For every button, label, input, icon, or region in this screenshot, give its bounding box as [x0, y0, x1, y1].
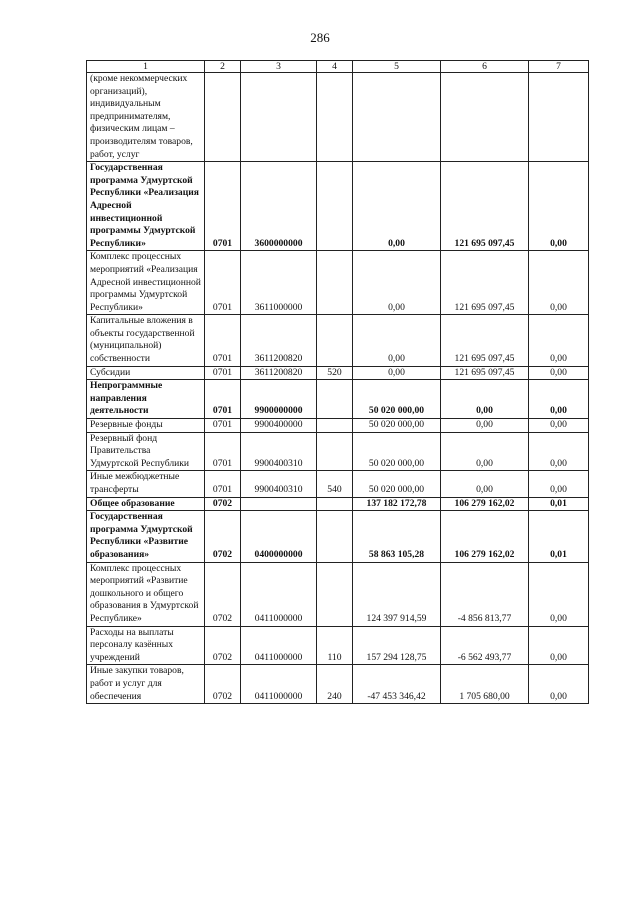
expense-type-cell — [317, 73, 353, 162]
table-row — [87, 315, 589, 366]
amount-col5-cell — [353, 73, 441, 162]
section-code-cell: 0701 — [205, 471, 241, 497]
amount-col7-cell: 0,01 — [529, 511, 589, 562]
row-name-text: Субсидии — [90, 366, 131, 378]
table-row — [87, 665, 589, 704]
amount-col5-cell: 58 863 105,28 — [353, 511, 441, 562]
row-name-text: Государственная программа Удмуртской Республики «Развитие образования» — [90, 511, 193, 560]
amount-col6-cell: 106 279 162,02 — [441, 511, 529, 562]
amount-col6-cell: 0,00 — [441, 471, 529, 497]
amount-col5-cell: 0,00 — [353, 162, 441, 251]
amount-col5-cell: 137 182 172,78 — [353, 497, 441, 511]
row-name-text: Иные межбюджетные трансферты — [90, 471, 180, 495]
section-code-cell — [205, 73, 241, 162]
row-name-cell — [87, 626, 205, 665]
section-code-cell: 0702 — [205, 626, 241, 665]
target-code-cell: 0400000000 — [241, 511, 317, 562]
expense-type-cell: 240 — [317, 665, 353, 704]
table-header-row — [87, 61, 589, 73]
target-code-cell — [241, 497, 317, 511]
expense-type-cell — [317, 432, 353, 471]
row-name-text: Резервный фонд Правительства Удмуртской Республики — [90, 432, 190, 469]
section-code-cell: 0701 — [205, 419, 241, 433]
column-header: 1 — [87, 61, 205, 73]
row-name-text: Расходы на выплаты персоналу казённых учреждений — [90, 626, 174, 663]
page-number: 286 — [310, 30, 330, 45]
row-name-cell — [87, 432, 205, 471]
amount-col7-cell — [529, 73, 589, 162]
column-header: 7 — [529, 61, 589, 73]
row-name-cell — [87, 251, 205, 315]
table-row — [87, 432, 589, 471]
row-name-text: Общее образование — [90, 497, 175, 509]
row-name-text: Резервные фонды — [90, 419, 163, 431]
amount-col6-cell: 121 695 097,45 — [441, 366, 529, 380]
target-code-cell — [241, 73, 317, 162]
amount-col5-cell: 0,00 — [353, 315, 441, 366]
amount-col6-cell: 121 695 097,45 — [441, 162, 529, 251]
target-code-cell: 3600000000 — [241, 162, 317, 251]
amount-col7-cell: 0,00 — [529, 626, 589, 665]
amount-col6-cell: 0,00 — [441, 419, 529, 433]
amount-col5-cell: 50 020 000,00 — [353, 432, 441, 471]
expense-type-cell — [317, 380, 353, 419]
expense-type-cell: 540 — [317, 471, 353, 497]
table-row — [87, 73, 589, 162]
expense-type-cell — [317, 511, 353, 562]
amount-col6-cell: 1 705 680,00 — [441, 665, 529, 704]
amount-col7-cell: 0,00 — [529, 162, 589, 251]
expense-type-cell: 110 — [317, 626, 353, 665]
expense-type-cell — [317, 315, 353, 366]
row-name-text: Непрограммные направления деятельности — [90, 380, 163, 417]
section-code-cell: 0702 — [205, 511, 241, 562]
row-name-text: Иные закупки товаров, работ и услуг для обеспечения — [90, 665, 184, 702]
section-code-cell: 0702 — [205, 562, 241, 626]
row-name-cell — [87, 162, 205, 251]
amount-col5-cell: 50 020 000,00 — [353, 471, 441, 497]
amount-col6-cell: 0,00 — [441, 380, 529, 419]
table-row — [87, 380, 589, 419]
table-row — [87, 366, 589, 380]
row-name-cell — [87, 665, 205, 704]
section-code-cell: 0701 — [205, 366, 241, 380]
amount-col5-cell: -47 453 346,42 — [353, 665, 441, 704]
table-row — [87, 497, 589, 511]
amount-col7-cell: 0,00 — [529, 419, 589, 433]
target-code-cell: 9900400310 — [241, 432, 317, 471]
row-name-text: Капитальные вложения в объекты государственной (муниципальной) собственности — [90, 315, 195, 365]
section-code-cell: 0701 — [205, 251, 241, 315]
column-header: 2 — [205, 61, 241, 73]
amount-col7-cell: 0,00 — [529, 315, 589, 366]
amount-col5-cell: 157 294 128,75 — [353, 626, 441, 665]
row-name-text: Комплекс процессных мероприятий «Развитие дошкольного и общего образования в Удмуртской Республике» — [90, 562, 199, 624]
amount-col6-cell: -6 562 493,77 — [441, 626, 529, 665]
amount-col7-cell: 0,01 — [529, 497, 589, 511]
amount-col7-cell: 0,00 — [529, 471, 589, 497]
row-name-cell — [87, 562, 205, 626]
amount-col5-cell: 0,00 — [353, 366, 441, 380]
expense-type-cell — [317, 562, 353, 626]
target-code-cell: 9900000000 — [241, 380, 317, 419]
section-code-cell: 0701 — [205, 315, 241, 366]
amount-col6-cell — [441, 73, 529, 162]
row-name-cell — [87, 497, 205, 511]
amount-col7-cell: 0,00 — [529, 366, 589, 380]
amount-col6-cell: 106 279 162,02 — [441, 497, 529, 511]
amount-col6-cell: 0,00 — [441, 432, 529, 471]
expense-type-cell: 520 — [317, 366, 353, 380]
amount-col5-cell: 0,00 — [353, 251, 441, 315]
amount-col7-cell: 0,00 — [529, 251, 589, 315]
target-code-cell: 9900400310 — [241, 471, 317, 497]
column-header: 6 — [441, 61, 529, 73]
amount-col5-cell: 50 020 000,00 — [353, 380, 441, 419]
section-code-cell: 0701 — [205, 162, 241, 251]
table-row — [87, 626, 589, 665]
section-code-cell: 0701 — [205, 380, 241, 419]
target-code-cell: 3611200820 — [241, 366, 317, 380]
amount-col6-cell: -4 856 813,77 — [441, 562, 529, 626]
section-code-cell: 0702 — [205, 665, 241, 704]
column-header: 3 — [241, 61, 317, 73]
row-name-text: Государственная программа Удмуртской Республики «Реализация Адресной инвестиционной программы Удмуртской Республики» — [90, 162, 199, 249]
section-code-cell: 0701 — [205, 432, 241, 471]
table-row — [87, 562, 589, 626]
expense-type-cell — [317, 162, 353, 251]
row-name-text: Комплекс процессных мероприятий «Реализация Адресной инвестиционной программы Удмуртской Республики» — [90, 251, 201, 313]
table-row — [87, 471, 589, 497]
amount-col5-cell: 124 397 914,59 — [353, 562, 441, 626]
row-name-cell — [87, 380, 205, 419]
row-name-cell — [87, 511, 205, 562]
row-name-cell — [87, 471, 205, 497]
target-code-cell: 3611200820 — [241, 315, 317, 366]
table-row — [87, 419, 589, 433]
table-row — [87, 511, 589, 562]
target-code-cell: 3611000000 — [241, 251, 317, 315]
amount-col7-cell: 0,00 — [529, 380, 589, 419]
amount-col7-cell: 0,00 — [529, 665, 589, 704]
expense-type-cell — [317, 497, 353, 511]
target-code-cell: 9900400000 — [241, 419, 317, 433]
target-code-cell: 0411000000 — [241, 665, 317, 704]
row-name-cell — [87, 73, 205, 162]
row-name-cell — [87, 366, 205, 380]
target-code-cell: 0411000000 — [241, 626, 317, 665]
expense-type-cell — [317, 251, 353, 315]
row-name-cell — [87, 315, 205, 366]
budget-table — [86, 60, 589, 704]
row-name-cell — [87, 419, 205, 433]
column-header: 4 — [317, 61, 353, 73]
section-code-cell: 0702 — [205, 497, 241, 511]
row-name-text: (кроме некоммерческих организаций), индивидуальным предпринимателям, физическим лицам – производителям товаров, работ, услуг — [90, 73, 193, 160]
amount-col6-cell: 121 695 097,45 — [441, 251, 529, 315]
table-row — [87, 251, 589, 315]
amount-col5-cell: 50 020 000,00 — [353, 419, 441, 433]
column-header: 5 — [353, 61, 441, 73]
amount-col7-cell: 0,00 — [529, 432, 589, 471]
target-code-cell: 0411000000 — [241, 562, 317, 626]
amount-col7-cell: 0,00 — [529, 562, 589, 626]
amount-col6-cell: 121 695 097,45 — [441, 315, 529, 366]
expense-type-cell — [317, 419, 353, 433]
table-row — [87, 162, 589, 251]
